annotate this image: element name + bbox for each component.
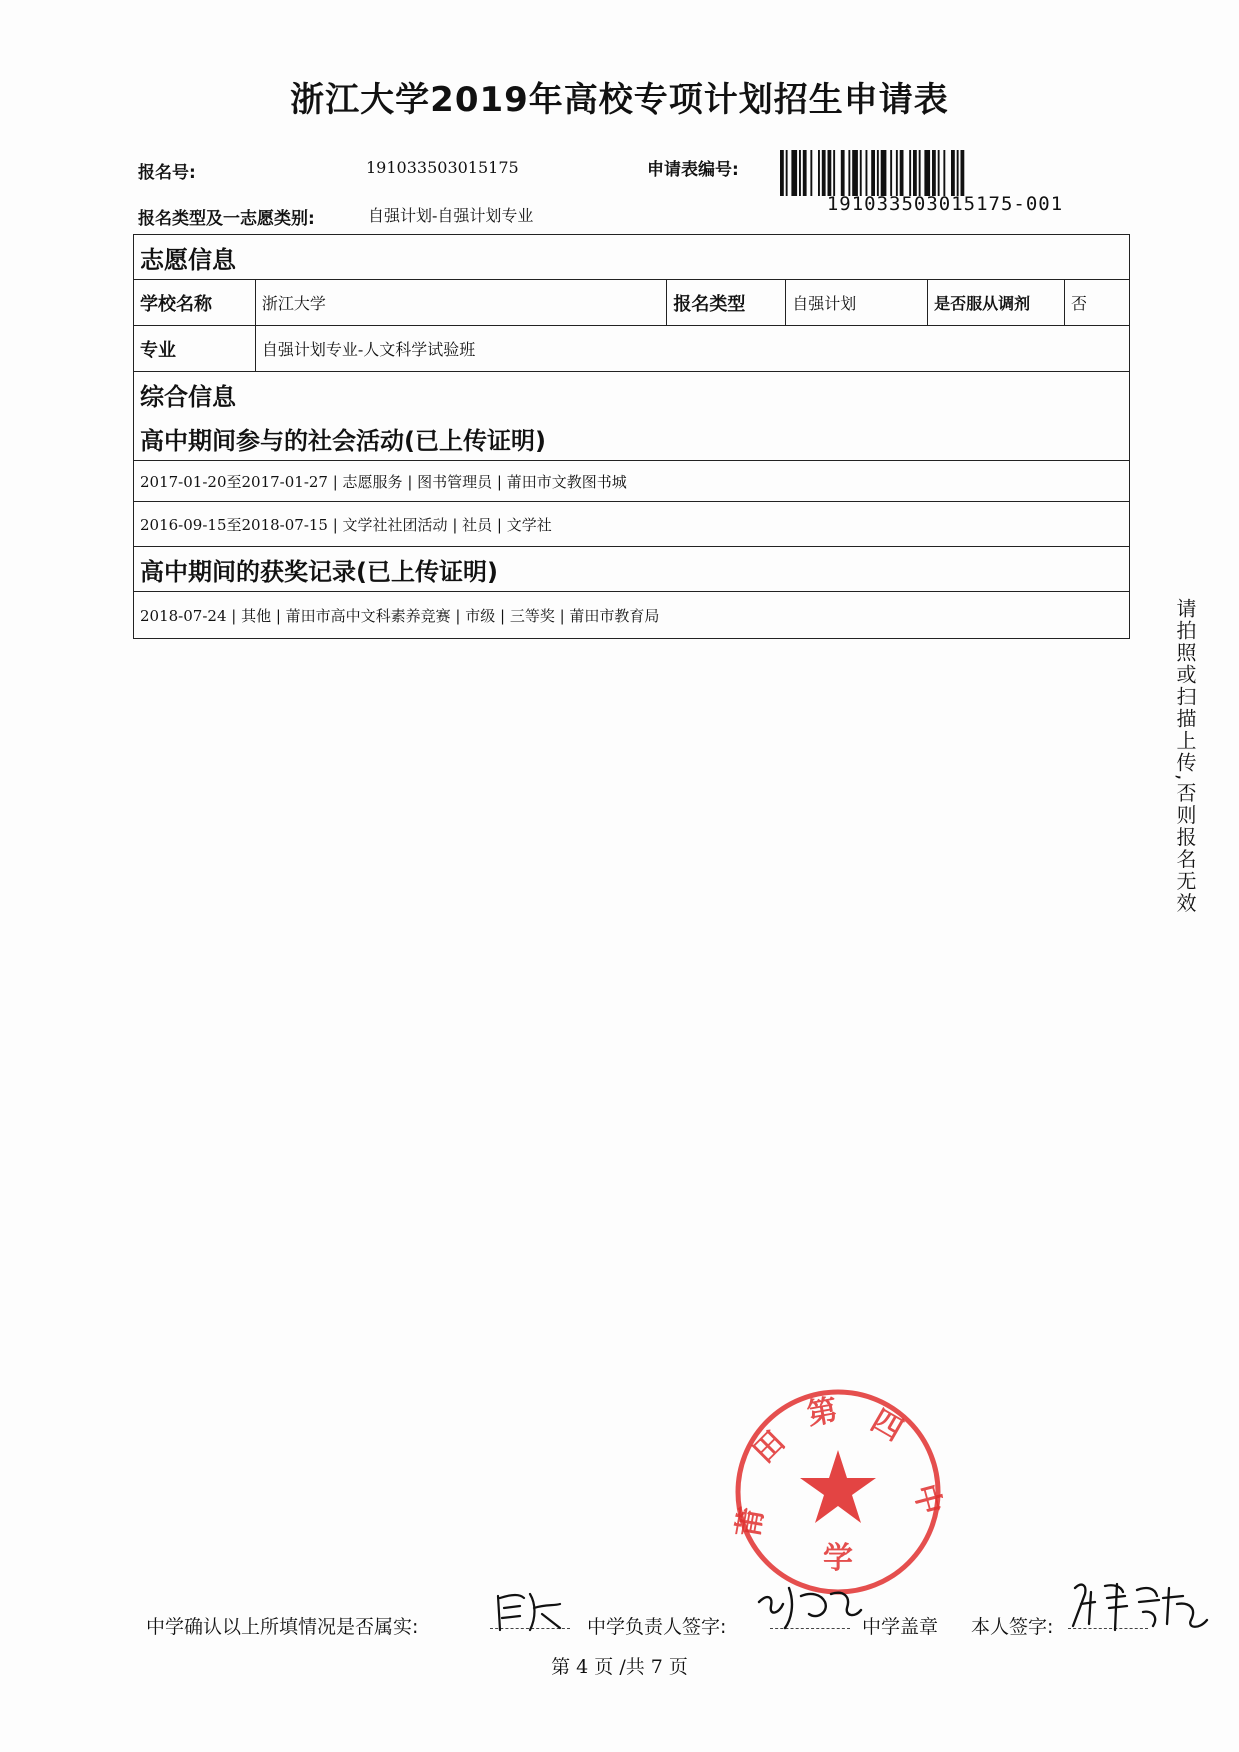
confirm-label: 中学确认以上所填情况是否属实: xyxy=(146,1616,419,1638)
volunteer-section-title: 志愿信息 xyxy=(134,235,1130,280)
svg-text:田: 田 xyxy=(746,1424,793,1471)
form-title: 浙江大学2019年高校专项计划招生申请表 xyxy=(290,80,949,120)
upload-instruction-note: 请拍照或扫描上传,否则报名无效 xyxy=(1173,598,1197,915)
adjust-value: 否 xyxy=(1065,280,1130,326)
type-value: 自强计划-自强计划专业 xyxy=(368,206,534,225)
principal-signature xyxy=(755,1574,865,1634)
activities-title: 高中期间参与的社会活动(已上传证明) xyxy=(134,416,1130,461)
major-label: 专业 xyxy=(134,326,256,372)
applicant-signature xyxy=(1065,1574,1215,1638)
page-number: 第 4 页 /共 7 页 xyxy=(551,1656,688,1678)
self-signature-label: 本人签字: xyxy=(971,1616,1054,1638)
type-label: 报名类型及一志愿类别: xyxy=(138,209,315,229)
svg-text:莆: 莆 xyxy=(730,1504,771,1541)
application-table xyxy=(133,234,1130,639)
svg-text:第: 第 xyxy=(804,1392,841,1433)
principal-signature-label: 中学负责人签字: xyxy=(587,1616,727,1638)
reg-type-label: 报名类型 xyxy=(667,280,786,326)
major-value: 自强计划专业-人文科学试验班 xyxy=(255,326,1129,372)
school-seal-label: 中学盖章 xyxy=(862,1616,939,1638)
adjust-label: 是否服从调剂 xyxy=(928,280,1065,326)
awards-title: 高中期间的获奖记录(已上传证明) xyxy=(134,547,1130,592)
form-no-label: 申请表编号: xyxy=(647,160,739,180)
reg-type-value: 自强计划 xyxy=(786,280,928,326)
svg-text:四: 四 xyxy=(865,1403,909,1449)
svg-text:中: 中 xyxy=(906,1480,948,1519)
svg-text:学: 学 xyxy=(823,1541,853,1576)
award-row: 2018-07-24 | 其他 | 莆田市高中文科素养竞赛 | 市级 | 三等奖 | 莆田市教育局 xyxy=(134,592,1130,639)
school-seal-stamp xyxy=(728,1382,948,1602)
school-label: 学校名称 xyxy=(134,280,256,326)
barcode-image xyxy=(780,150,1110,196)
confirm-signature xyxy=(490,1584,570,1636)
barcode-number: 191033503015175-001 xyxy=(826,193,1064,215)
activity-row: 2017-01-20至2017-01-27 | 志愿服务 | 图书管理员 | 莆田市文教图书城 xyxy=(134,461,1130,502)
comprehensive-section-title: 综合信息 xyxy=(134,372,1130,417)
reg-no-label: 报名号: xyxy=(138,163,196,183)
activity-row: 2016-09-15至2018-07-15 | 文学社社团活动 | 社员 | 文学社 xyxy=(134,502,1130,547)
school-value: 浙江大学 xyxy=(255,280,667,326)
reg-no-value: 191033503015175 xyxy=(366,158,519,177)
